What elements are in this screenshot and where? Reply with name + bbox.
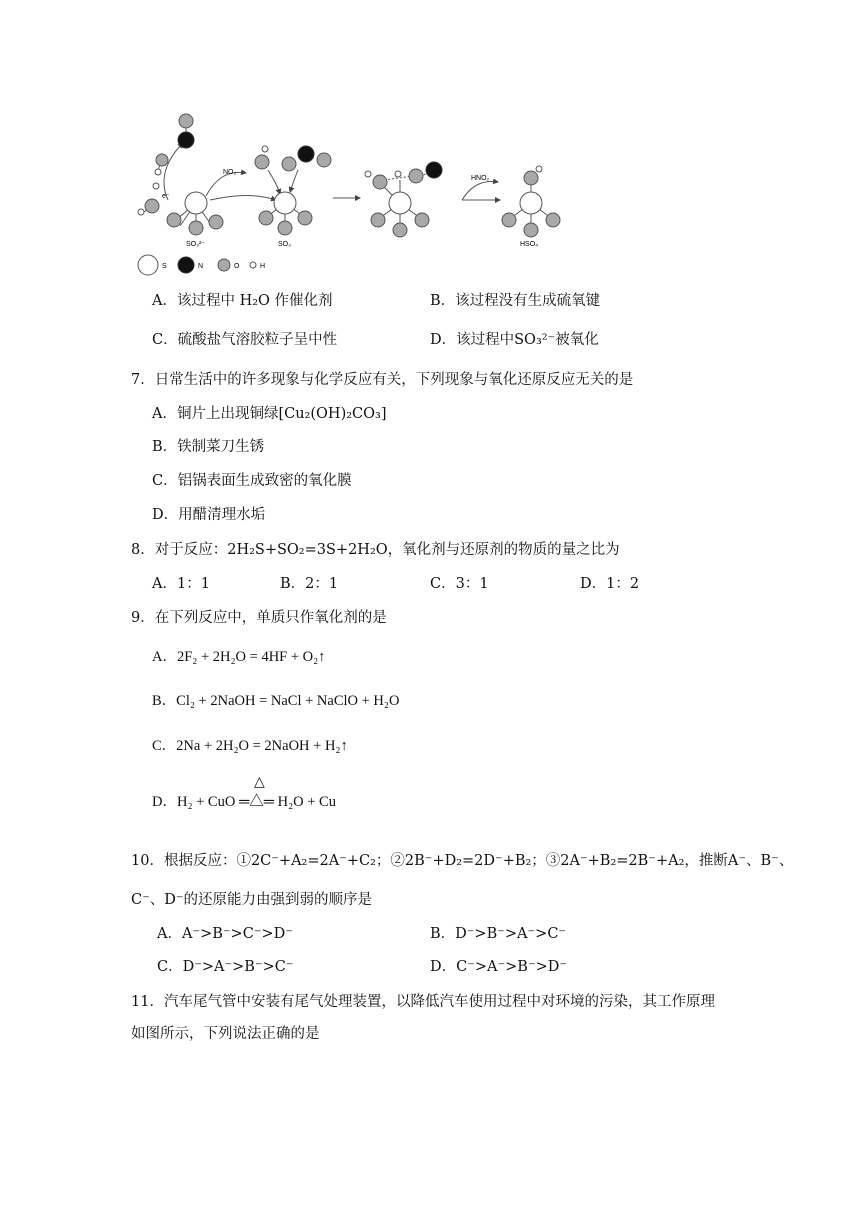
q9-option-d: D．H₂ + CuO ═△═ H₂O + Cu bbox=[152, 794, 336, 810]
q6-option-b: B．该过程没有生成硫氧键 bbox=[430, 293, 601, 309]
q8-option-d: D．1：2 bbox=[580, 576, 640, 592]
q10-option-a: A．A⁻>B⁻>C⁻>D⁻ bbox=[157, 926, 293, 942]
so3-label: SO₃ bbox=[278, 241, 291, 248]
legend-s-icon bbox=[138, 255, 158, 275]
q7-stem: 7．日常生活中的许多现象与化学反应有关，下列现象与氧化还原反应无关的是 bbox=[131, 372, 634, 388]
legend-o-label: O bbox=[234, 263, 240, 270]
hno2-label: HNO₂ bbox=[471, 175, 490, 182]
q9-option-b: B．Cl₂ + 2NaOH = NaCl + NaClO + H₂O bbox=[152, 693, 400, 709]
q6-option-c: C．硫酸盐气溶胶粒子呈中性 bbox=[152, 332, 338, 348]
q6-option-a: A．该过程中 H₂O 作催化剂 bbox=[152, 293, 333, 309]
q10-stem-line1: 10．根据反应：①2C⁻+A₂=2A⁻+C₂；②2B⁻+D₂=2D⁻+B₂；③2A⁻+B₂=2B⁻+A₂，推断A⁻、B⁻、 bbox=[131, 853, 794, 869]
q8-option-a: A．1：1 bbox=[152, 576, 210, 592]
q8-option-c: C．3：1 bbox=[430, 576, 489, 592]
legend-h-label: H bbox=[260, 263, 266, 270]
legend-n-icon bbox=[178, 257, 194, 273]
q8-stem: 8．对于反应：2H₂S+SO₂=3S+2H₂O，氧化剂与还原剂的物质的量之比为 bbox=[131, 542, 620, 558]
q10-stem-line2: C⁻、D⁻的还原能力由强到弱的顺序是 bbox=[131, 892, 373, 908]
q9-option-a: A．2F₂ + 2H₂O = 4HF + O₂↑ bbox=[152, 649, 326, 665]
q7-option-b: B．铁制菜刀生锈 bbox=[152, 439, 265, 455]
q7-option-a: A．铜片上出现铜绿[Cu₂(OH)₂CO₃] bbox=[152, 406, 387, 422]
hso4-label: HSO₄ bbox=[520, 241, 539, 248]
so3-2minus-label: SO₃²⁻ bbox=[186, 241, 205, 248]
q11-stem-line1: 11．汽车尾气管中安装有尾气处理装置，以降低汽车使用过程中对环境的污染，其工作原理 bbox=[131, 994, 715, 1010]
legend-h-icon bbox=[250, 262, 256, 268]
q9-heat-triangle: △ bbox=[254, 774, 265, 790]
q9-stem: 9．在下列反应中，单质只作氧化剂的是 bbox=[131, 610, 387, 626]
mechanism-svg bbox=[128, 108, 568, 280]
q11-stem-line2: 如图所示，下列说法正确的是 bbox=[131, 1026, 320, 1042]
q9-option-c: C．2Na + 2H₂O = 2NaOH + H₂↑ bbox=[152, 738, 348, 754]
legend-s-label: S bbox=[162, 263, 167, 270]
q6-option-d: D．该过程中SO₃²⁻被氧化 bbox=[430, 332, 599, 348]
q7-option-d: D．用醋清理水垢 bbox=[152, 507, 266, 523]
q10-option-c: C．D⁻>A⁻>B⁻>C⁻ bbox=[157, 959, 294, 975]
no2-label: NO₂ bbox=[223, 169, 237, 176]
q10-option-d: D．C⁻>A⁻>B⁻>D⁻ bbox=[430, 959, 568, 975]
q8-option-b: B．2：1 bbox=[280, 576, 339, 592]
q7-option-c: C．铝锅表面生成致密的氧化膜 bbox=[152, 473, 352, 489]
legend-o-icon bbox=[218, 259, 230, 271]
electron-label: e⁻ bbox=[162, 193, 170, 200]
mechanism-diagram bbox=[128, 108, 568, 280]
legend-n-label: N bbox=[198, 263, 204, 270]
q10-option-b: B．D⁻>B⁻>A⁻>C⁻ bbox=[430, 926, 567, 942]
